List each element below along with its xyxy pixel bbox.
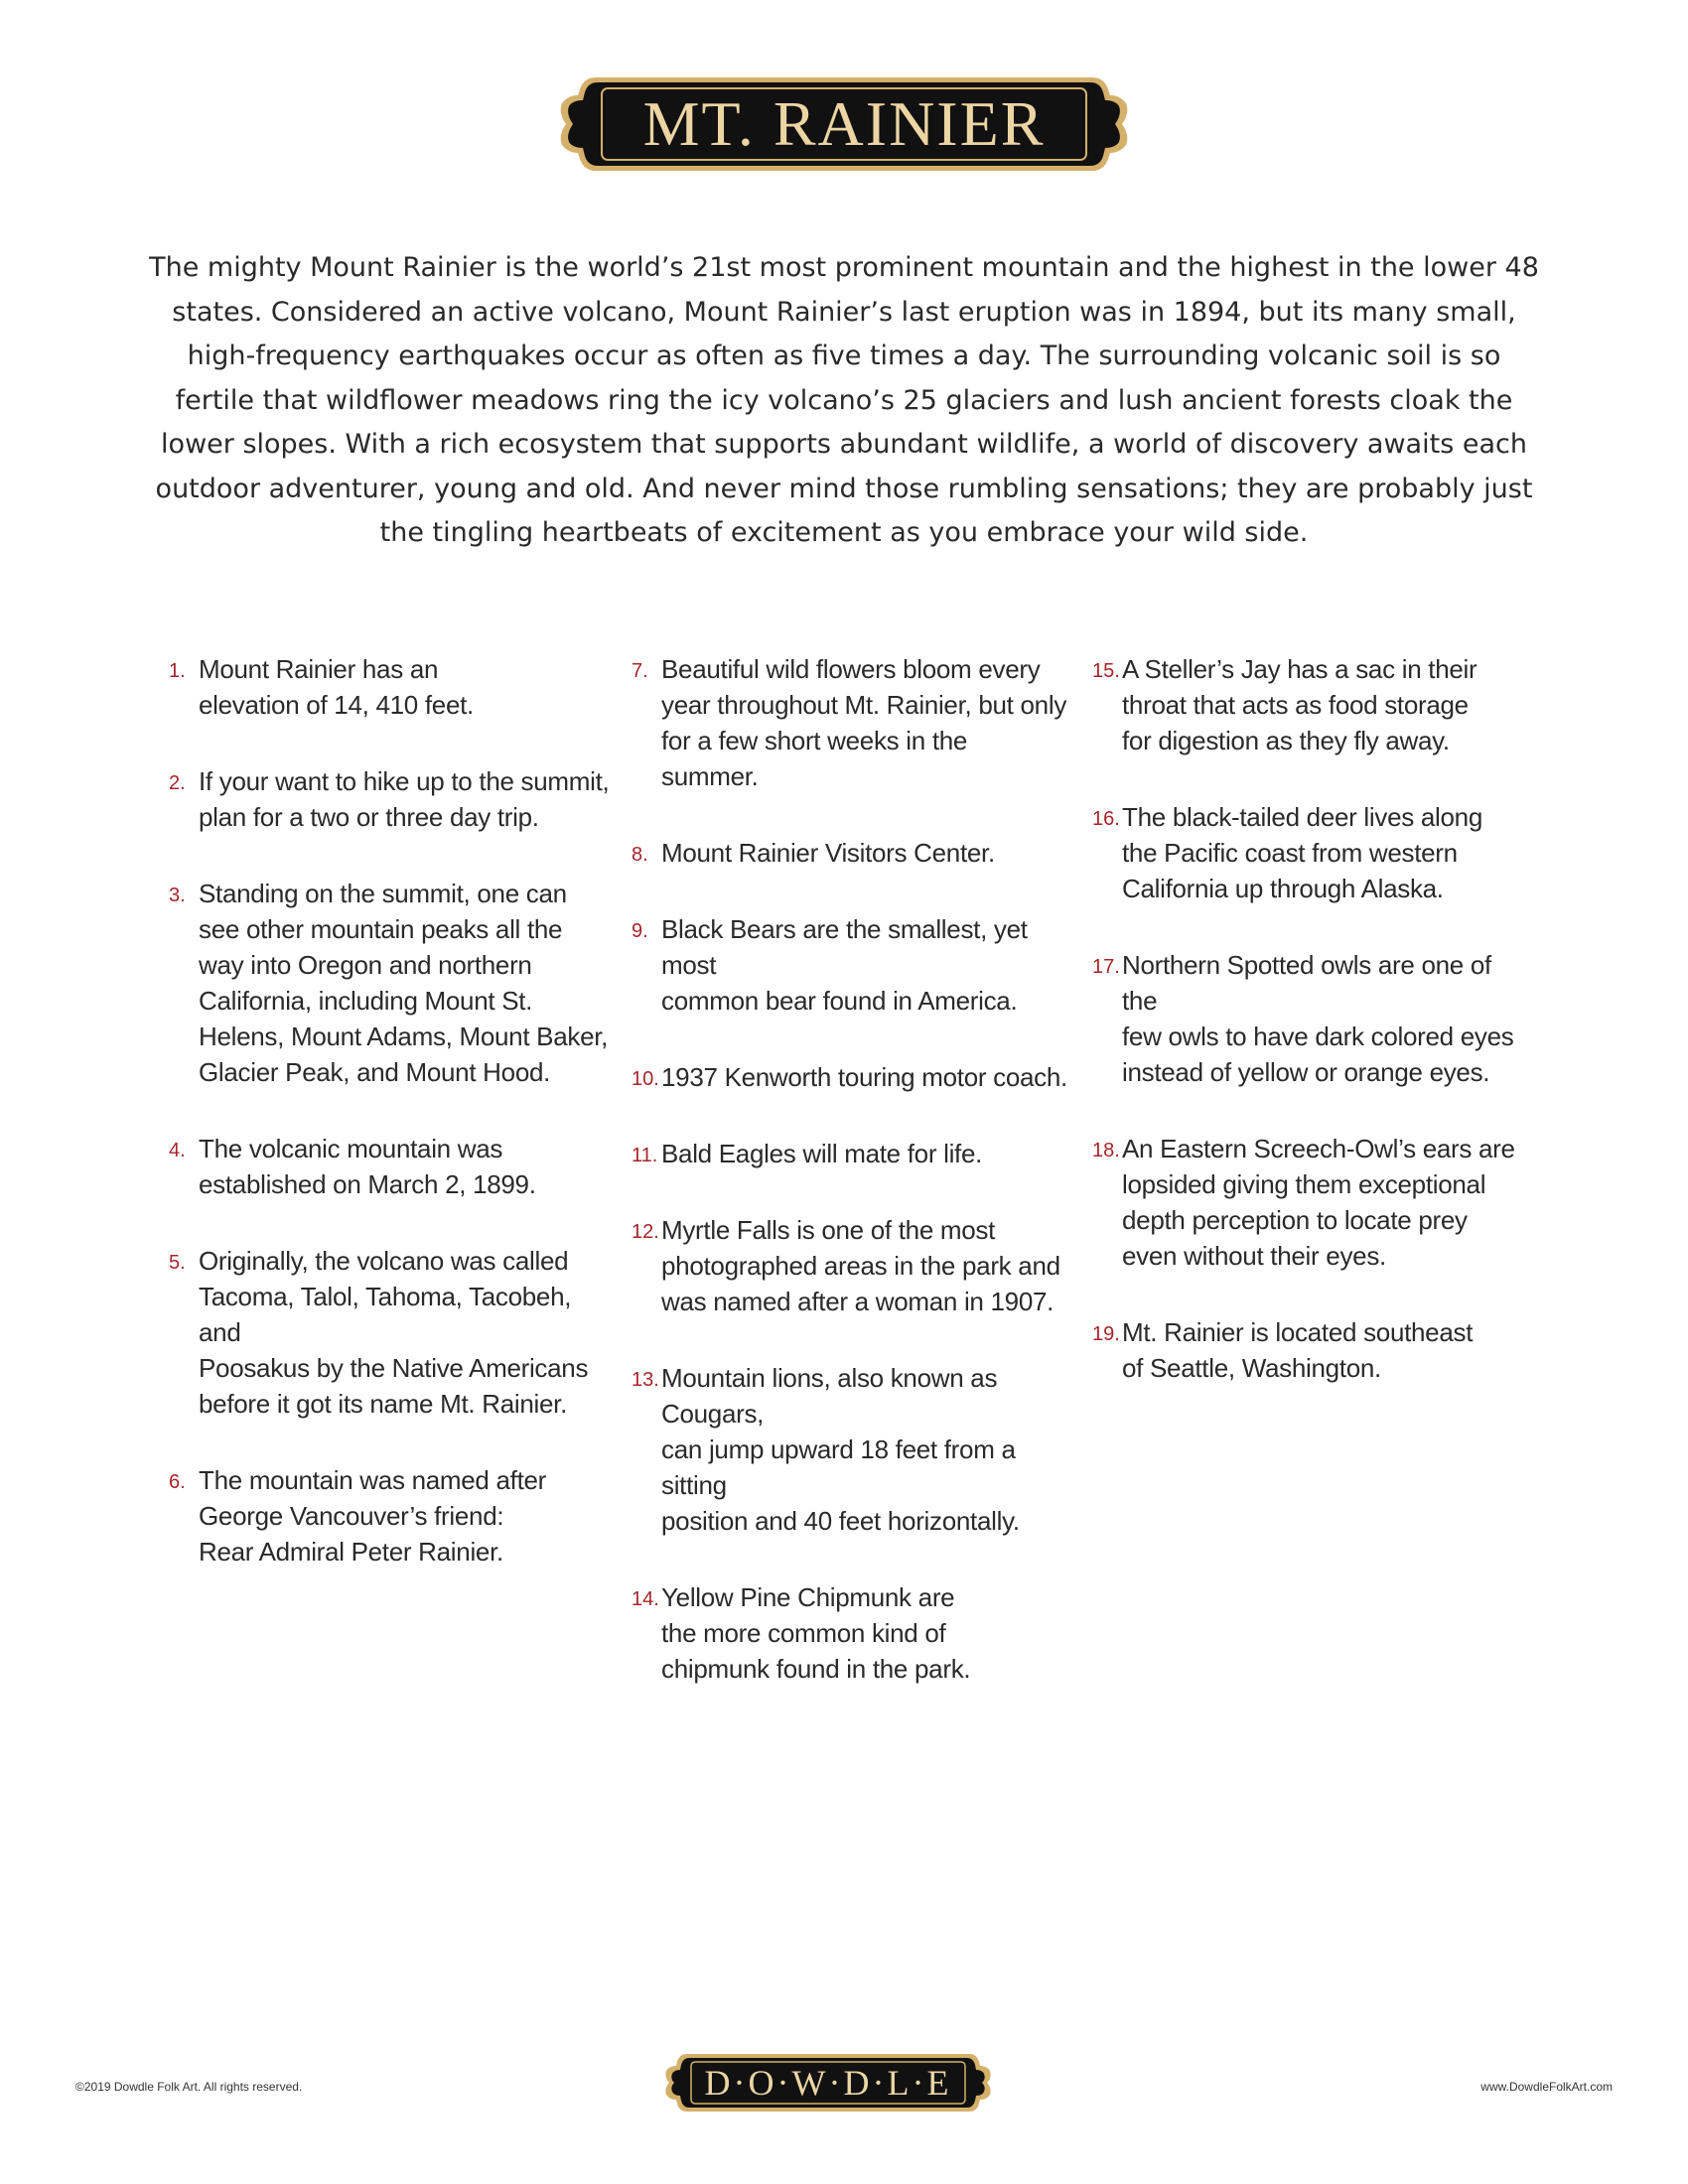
fact-item — [632, 835, 1068, 871]
fact-item — [169, 1243, 611, 1422]
fact-item — [1092, 947, 1529, 1090]
fact-text: Black Bears are the smallest, yet most common bear found in America. — [661, 914, 1028, 1016]
fact-item — [632, 1212, 1068, 1319]
fact-number: 3. — [169, 885, 186, 906]
fact-text: An Eastern Screech-Owl’s ears are lopsided giving them exceptional depth perception to locate prey even without their eyes. — [1122, 1134, 1515, 1271]
facts-column-3 — [1092, 651, 1529, 1427]
fact-number: 1. — [169, 660, 186, 682]
fact-number: 8. — [632, 844, 648, 866]
fact-item — [1092, 1314, 1529, 1386]
fact-number: 5. — [169, 1252, 186, 1274]
fact-item — [632, 1360, 1068, 1539]
fact-item — [169, 1131, 611, 1202]
fact-item — [1092, 651, 1529, 758]
website-link[interactable]: www.DowdleFolkArt.com — [1480, 2080, 1613, 2094]
fact-number: 11. — [632, 1145, 658, 1166]
fact-text: 1937 Kenworth touring motor coach. — [661, 1062, 1067, 1092]
fact-text: The volcanic mountain was established on March 2, 1899. — [199, 1134, 536, 1199]
fact-item — [1092, 799, 1529, 906]
fact-text: If your want to hike up to the summit, plan for a two or three day trip. — [199, 766, 610, 832]
dowdle-logo — [663, 2051, 993, 2115]
fact-item — [1092, 1131, 1529, 1274]
fact-item — [169, 876, 611, 1090]
fact-item — [632, 911, 1068, 1019]
fact-number: 16. — [1092, 808, 1120, 830]
fact-text: Yellow Pine Chipmunk are the more common kind of chipmunk found in the park. — [661, 1582, 971, 1684]
page-title: MT. RAINIER — [642, 88, 1046, 159]
fact-text: Mount Rainier has an elevation of 14, 410 feet. — [199, 654, 474, 720]
fact-item — [169, 1462, 611, 1570]
fact-item — [169, 763, 611, 835]
fact-text: Standing on the summit, one can see other mountain peaks all the way into Oregon and northern California, including Mount St. Helens, Mount Adams, Mount Baker, Glacier Peak, and Mount Hood. — [199, 879, 609, 1087]
fact-item — [632, 1136, 1068, 1171]
fact-text: The mountain was named after George Vancouver’s friend: Rear Admiral Peter Rainier. — [199, 1465, 547, 1567]
facts-column-1 — [169, 651, 611, 1610]
fact-text: Beautiful wild flowers bloom every year throughout Mt. Rainier, but only for a few short weeks in the summer. — [661, 654, 1067, 791]
fact-number: 15. — [1092, 660, 1120, 682]
title-plaque — [556, 73, 1132, 175]
fact-item — [632, 1579, 1068, 1687]
fact-text: Northern Spotted owls are one of the few owls to have dark colored eyes instead of yellow or orange eyes. — [1122, 950, 1514, 1087]
fact-number: 13. — [632, 1369, 659, 1391]
fact-number: 9. — [632, 920, 648, 942]
fact-text: Mountain lions, also known as Cougars, can jump upward 18 feet from a sitting position and 40 feet horizontally. — [661, 1363, 1020, 1536]
facts-column-2 — [632, 651, 1068, 1727]
fact-number: 7. — [632, 660, 648, 682]
fact-text: Bald Eagles will mate for life. — [661, 1139, 983, 1168]
fact-text: Mount Rainier Visitors Center. — [661, 838, 995, 868]
copyright-notice: ©2019 Dowdle Folk Art. All rights reserved. — [75, 2080, 303, 2094]
brand-name: D·O·W·D·L·E — [704, 2063, 952, 2103]
fact-number: 14. — [632, 1588, 659, 1610]
fact-text: Mt. Rainier is located southeast of Seattle, Washington. — [1122, 1317, 1474, 1383]
fact-number: 10. — [632, 1068, 659, 1090]
fact-item — [632, 651, 1068, 794]
fact-text: Myrtle Falls is one of the most photographed areas in the park and was named after a woman in 1907. — [661, 1215, 1060, 1316]
fact-number: 18. — [1092, 1140, 1120, 1161]
fact-number: 4. — [169, 1140, 186, 1161]
fact-text: A Steller’s Jay has a sac in their throat that acts as food storage for digestion as they fly away. — [1122, 654, 1477, 755]
fact-text: The black-tailed deer lives along the Pacific coast from western California up through Alaska. — [1122, 802, 1482, 903]
fact-item — [169, 651, 611, 723]
intro-paragraph: The mighty Mount Rainier is the world’s 21st most prominent mountain and the highest in the lower 48 states. Considered an active volcano, Mount Rainier’s last eruption was in 1894, but its many small, high-frequency earthquakes occur as often as five times a day. The surrounding volcanic soil is so fertile that wildflower meadows ring the icy volcano’s 25 glaciers and lush ancient forests cloak the lower slopes. With a rich ecosystem that supports abundant wildlife, a world of discovery awaits each outdoor adventurer, young and old. And never mind those rumbling sensations; they are probably just the tingling heartbeats of excitement as you embrace your wild side. — [149, 252, 1539, 548]
fact-item — [632, 1059, 1068, 1095]
fact-number: 6. — [169, 1471, 186, 1493]
fact-number: 12. — [632, 1221, 659, 1243]
fact-number: 17. — [1092, 956, 1120, 978]
fact-number: 2. — [169, 772, 186, 794]
fact-number: 19. — [1092, 1323, 1120, 1345]
fact-text: Originally, the volcano was called Tacoma, Talol, Tahoma, Tacobeh, and Poosakus by the Native Americans before it got its name Mt. Rainier. — [199, 1246, 589, 1419]
